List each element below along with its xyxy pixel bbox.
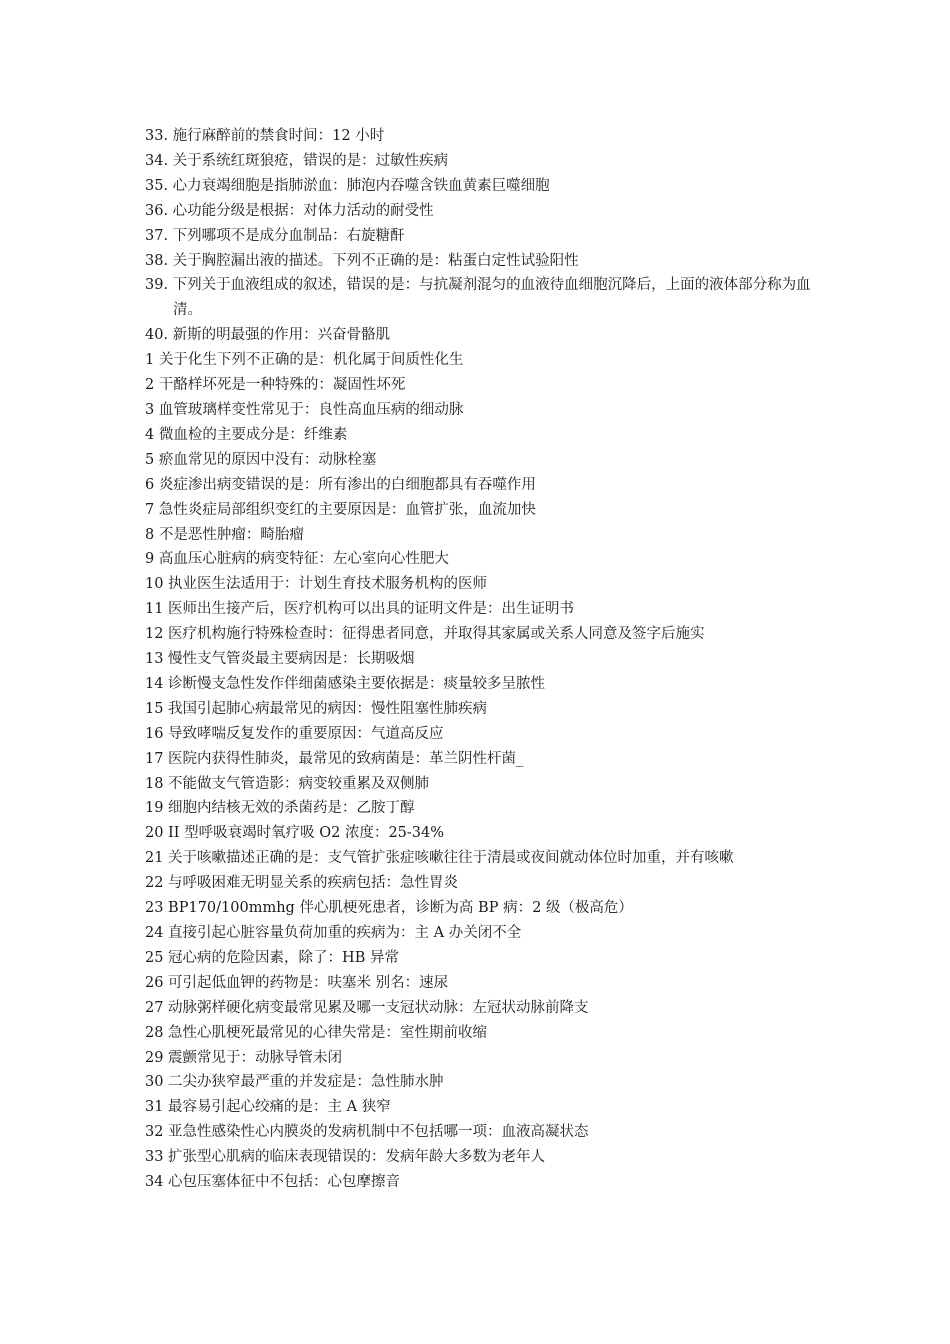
question-item: 25 冠心病的危险因素，除了：HB 异常: [145, 949, 399, 966]
question-item: 37. 下列哪项不是成分血制品：右旋糖酐: [145, 227, 405, 244]
question-item: 36. 心功能分级是根据：对体力活动的耐受性: [145, 202, 434, 219]
question-item: 31 最容易引起心绞痛的是：主 A 狭窄: [145, 1099, 391, 1116]
question-item: 15 我国引起肺心病最常见的病因：慢性阻塞性肺疾病: [145, 700, 488, 717]
question-item: 20 II 型呼吸衰竭时氧疗吸 O2 浓度：25-34%: [145, 825, 445, 842]
question-item: 30 二尖办狭窄最严重的并发症是：急性肺水肿: [145, 1074, 444, 1091]
question-item: 10 执业医生法适用于：计划生育技术服务机构的医师: [145, 576, 488, 593]
question-item: 29 震颤常见于：动脉导管未闭: [145, 1049, 343, 1066]
question-item: 8 不是恶性肿瘤：畸胎瘤: [145, 526, 304, 543]
question-item: 11 医师出生接产后，医疗机构可以出具的证明文件是：出生证明书: [145, 601, 575, 618]
question-item: 3 血管玻璃样变性常见于：良性高血压病的细动脉: [145, 401, 464, 418]
question-item: 22 与呼吸困难无明显关系的疾病包括：急性胃炎: [145, 875, 459, 892]
question-item: 24 直接引起心脏容量负荷加重的疾病为：主 A 办关闭不全: [145, 925, 522, 941]
question-item: 19 细胞内结核无效的杀菌药是：乙胺丁醇: [145, 800, 415, 817]
question-item: 27 动脉粥样硬化病变最常见累及哪一支冠状动脉：左冠状动脉前降支: [145, 999, 589, 1016]
question-item: 21 关于咳嗽描述正确的是：支气管扩张症咳嗽往往于清晨或夜间就动体位时加重，并有咳嗽: [145, 850, 734, 867]
question-item: 38. 关于胸腔漏出液的描述。下列不正确的是：粘蛋白定性试验阳性: [145, 252, 579, 269]
question-item: 12 医疗机构施行特殊检查时：征得患者同意，并取得其家属或关系人同意及签字后施实: [145, 626, 705, 643]
question-item: 40. 新斯的明最强的作用：兴奋骨骼肌: [145, 327, 391, 344]
question-item: 26 可引起低血钾的药物是：呋塞米 别名：速尿: [145, 974, 449, 991]
question-item: 13 慢性支气管炎最主要病因是：长期吸烟: [145, 651, 415, 668]
question-item: 34. 关于系统红斑狼疮，错误的是：过敏性疾病: [145, 152, 449, 169]
question-item: 9 高血压心脏病的病变特征：左心室向心性肥大: [145, 551, 449, 568]
question-item: 7 急性炎症局部组织变红的主要原因是：血管扩张，血流加快: [145, 501, 536, 518]
question-item: 16 导致哮喘反复发作的重要原因：气道高反应: [145, 725, 444, 742]
question-item: 35. 心力衰竭细胞是指肺淤血：肺泡内吞噬含铁血黄素巨噬细胞: [145, 177, 550, 194]
question-item: 33. 施行麻醉前的禁食时间：12 小时: [145, 128, 385, 144]
question-item: 23 BP170/100mmhg 伴心肌梗死患者，诊断为高 BP 病：2 级（极高危）: [145, 900, 633, 917]
question-item: 17 医院内获得性肺炎，最常见的致病菌是：革兰阴性杆菌_: [145, 750, 524, 767]
question-item: 5 瘀血常见的原因中没有：动脉栓塞: [145, 451, 377, 468]
question-item: 1 关于化生下列不正确的是：机化属于间质性化生: [145, 352, 464, 369]
question-item: 33 扩张型心肌病的临床表现错误的：发病年龄大多数为老年人: [145, 1149, 546, 1166]
question-list: [145, 124, 815, 1195]
question-item: 32 亚急性感染性心内膜炎的发病机制中不包括哪一项：血液高凝状态: [145, 1124, 589, 1141]
question-item: 2 干酪样坏死是一种特殊的：凝固性坏死: [145, 377, 406, 394]
question-item: 28 急性心肌梗死最常见的心律失常是：室性期前收缩: [145, 1024, 488, 1041]
question-item: 39. 下列关于血液组成的叙述，错误的是：与抗凝剂混匀的血液待血细胞沉降后，上面的液体部分称为血清。: [145, 277, 811, 319]
question-item: 4 微血检的主要成分是：纤维素: [145, 426, 348, 443]
question-item: 18 不能做支气管造影：病变较重累及双侧肺: [145, 775, 430, 792]
question-item: 34 心包压塞体征中不包括：心包摩擦音: [145, 1174, 401, 1191]
question-item: 6 炎症渗出病变错误的是：所有渗出的白细胞都具有吞噬作用: [145, 476, 536, 493]
question-item: 14 诊断慢支急性发作伴细菌感染主要依据是：痰量较多呈脓性: [145, 675, 546, 692]
